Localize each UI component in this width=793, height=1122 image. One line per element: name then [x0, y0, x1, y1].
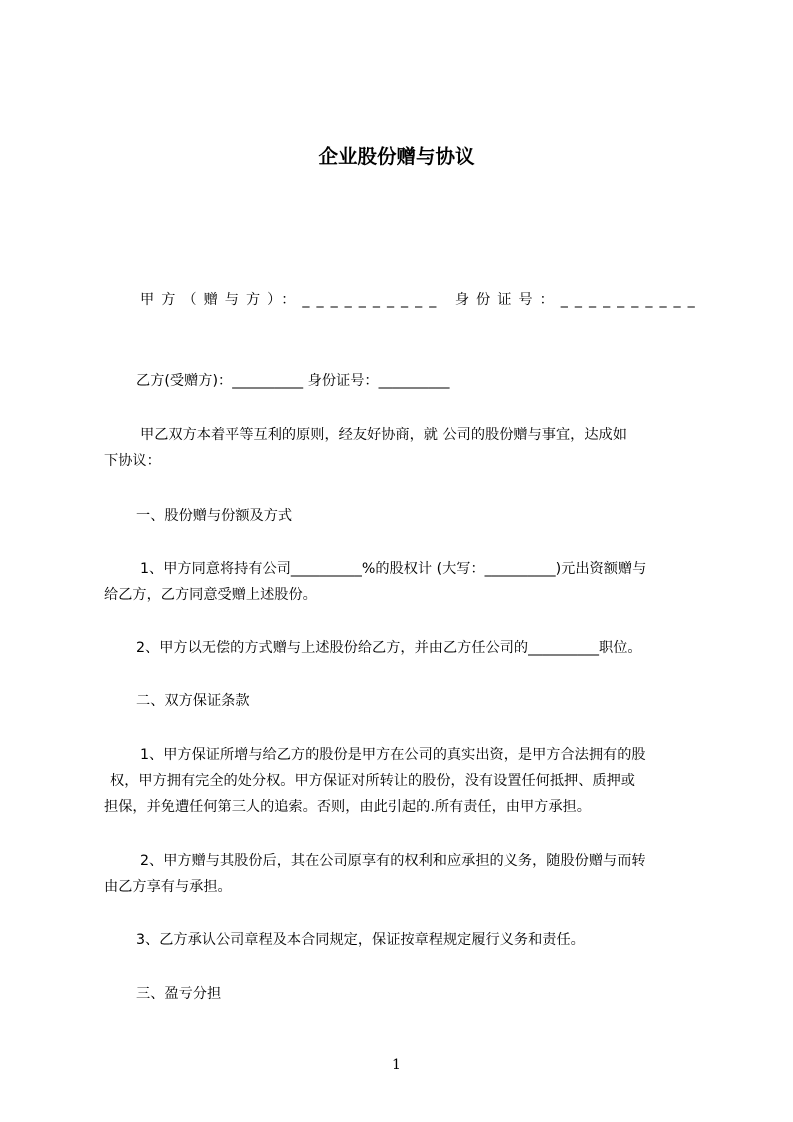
section-1-item-1-line-1: 1、甲方同意将持有公司__________%的股权计 (大写：__________)元出资额赠与: [140, 561, 647, 577]
intro-line-2: 下协议：: [104, 453, 161, 469]
document-title: 企业股份赠与协议: [318, 145, 475, 168]
section-2-item-1-line-3: 担保，并免遭任何第三人的追索。否则，由此引起的.所有责任，由甲方承担。: [104, 799, 591, 815]
section-1-heading: 一、股份赠与份额及方式: [136, 508, 293, 524]
page-number: 1: [392, 1057, 401, 1073]
section-1-item-2: 2、甲方以无偿的方式赠与上述股份给乙方，并由乙方任公司的__________职位。: [136, 640, 642, 656]
section-2-item-2-line-2: 由乙方享有与承担。: [104, 879, 232, 895]
section-2-item-1-line-2: 权，甲方拥有完全的处分权。甲方保证对所转让的股份，没有设置任何抵押、质押或: [110, 773, 635, 789]
intro-line-1: 甲乙双方本着平等互利的原则，经友好协商，就 公司的股份赠与事宜，达成如: [140, 427, 627, 443]
section-2-item-2-line-1: 2、甲方赠与其股份后，其在公司原享有的权利和应承担的义务，随股份赠与而转: [140, 853, 646, 869]
section-2-heading: 二、双方保证条款: [136, 693, 250, 709]
section-1-item-1-line-2: 给乙方，乙方同意受赠上述股份。: [104, 587, 317, 603]
party-a-line: 甲方（赠与方）：__________ 身份证号：__________: [140, 292, 702, 308]
section-2-item-3: 3、乙方承认公司章程及本合同规定，保证按章程规定履行义务和责任。: [136, 932, 585, 948]
section-3-heading: 三、盈亏分担: [136, 986, 222, 1002]
party-b-line: 乙方(受赠方)：__________ 身份证号：__________: [136, 373, 450, 389]
section-2-item-1-line-1: 1、甲方保证所增与给乙方的股份是甲方在公司的真实出资，是甲方合法拥有的股: [140, 747, 646, 763]
